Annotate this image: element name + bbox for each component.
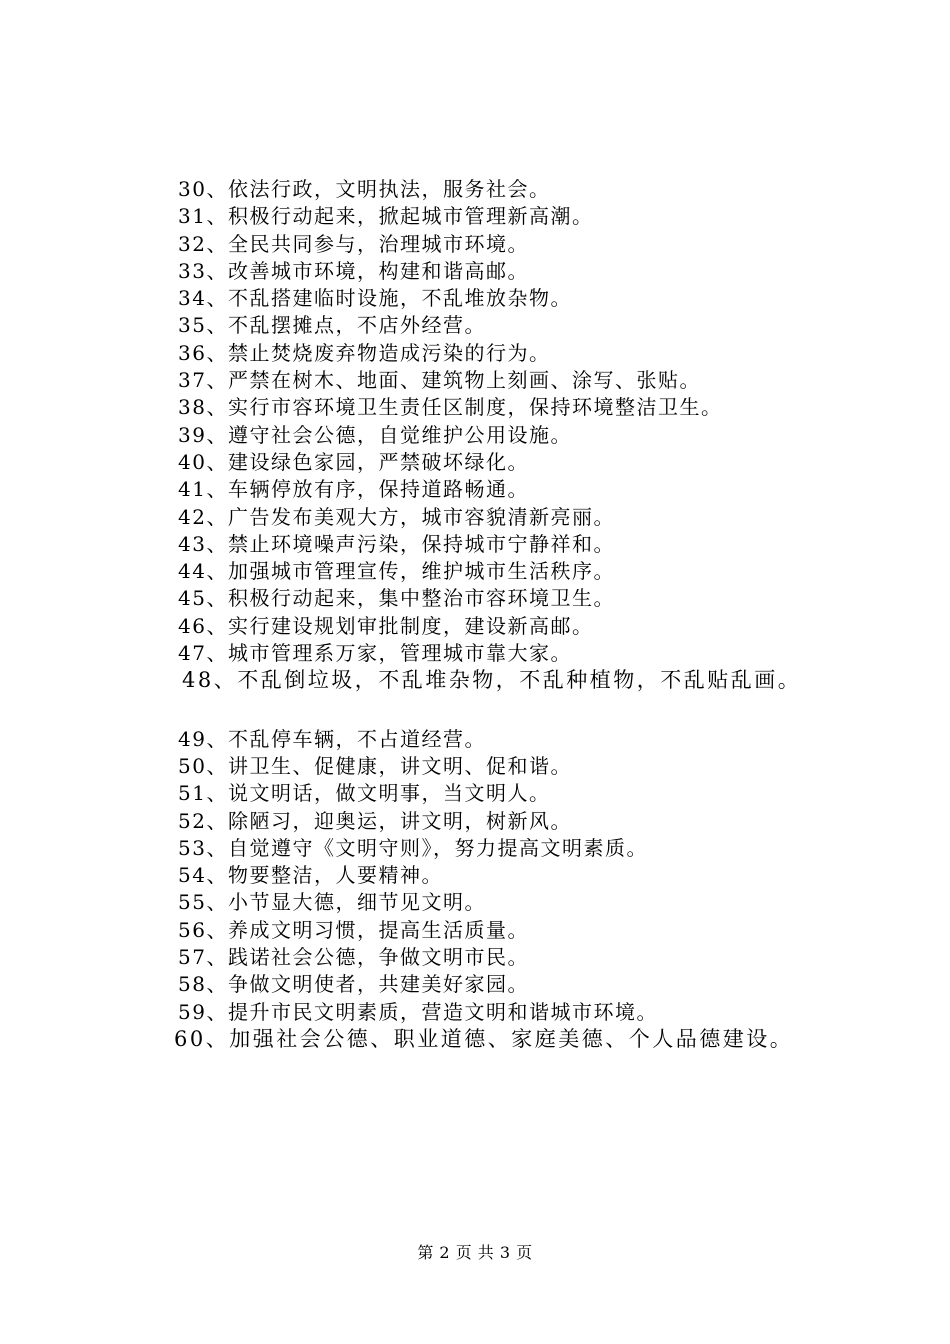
list-item: 31、积极行动起来，掀起城市管理新高潮。 [178,204,594,229]
list-item: 39、遵守社会公德，自觉维护公用设施。 [178,422,572,447]
list-item: 60、加强社会公德、职业道德、家庭美德、个人品德建设。 [174,1026,794,1051]
list-item: 30、依法行政，文明执法，服务社会。 [178,177,551,201]
list-item: 47、城市管理系万家，管理城市靠大家。 [178,641,572,666]
list-item: 38、实行市容环境卫生责任区制度，保持环境整洁卫生。 [178,395,723,420]
list-item: 37、严禁在树木、地面、建筑物上刻画、涂写、张贴。 [178,368,701,393]
list-item: 51、说文明话，做文明事，当文明人。 [178,781,551,806]
list-item: 48、不乱倒垃圾，不乱堆杂物，不乱种植物，不乱贴乱画。 [182,668,802,693]
list-item: 54、物要整洁，人要精神。 [178,863,443,888]
list-item: 52、除陋习，迎奥运，讲文明，树新风。 [178,808,572,833]
slogan-list [0,176,950,1053]
list-item: 50、讲卫生、促健康，讲文明、促和谐。 [178,753,572,778]
list-item: 42、广告发布美观大方，城市容貌清新亮丽。 [178,504,615,529]
paragraph-gap [0,695,950,726]
page-footer: 第 2 页 共 3 页 [417,1243,533,1262]
list-item: 59、提升市民文明素质，营造文明和谐城市环境。 [178,999,658,1024]
list-item: 57、践诺社会公德，争做文明市民。 [178,945,529,970]
list-item: 40、建设绿色家园，严禁破坏绿化。 [178,449,529,474]
list-item: 36、禁止焚烧废弃物造成污染的行为。 [178,340,551,365]
list-item: 58、争做文明使者，共建美好家园。 [178,972,529,997]
list-item: 49、不乱停车辆，不占道经营。 [178,726,486,751]
list-item: 56、养成文明习惯，提高生活质量。 [178,917,529,942]
list-item: 46、实行建设规划审批制度，建设新高邮。 [178,613,594,638]
list-item: 33、改善城市环境，构建和谐高邮。 [178,258,529,283]
list-item: 41、车辆停放有序，保持道路畅通。 [178,477,529,502]
list-item: 55、小节显大德，细节见文明。 [178,890,486,915]
list-item: 32、全民共同参与，治理城市环境。 [178,231,529,256]
list-item: 44、加强城市管理宣传，维护城市生活秩序。 [178,559,615,584]
list-item: 43、禁止环境噪声污染，保持城市宁静祥和。 [178,531,615,556]
list-item: 35、不乱摆摊点，不店外经营。 [178,313,486,338]
list-item: 53、自觉遵守《文明守则》，努力提高文明素质。 [178,835,648,860]
list-item: 45、积极行动起来，集中整治市容环境卫生。 [178,586,615,611]
list-item: 34、不乱搭建临时设施，不乱堆放杂物。 [178,286,572,311]
